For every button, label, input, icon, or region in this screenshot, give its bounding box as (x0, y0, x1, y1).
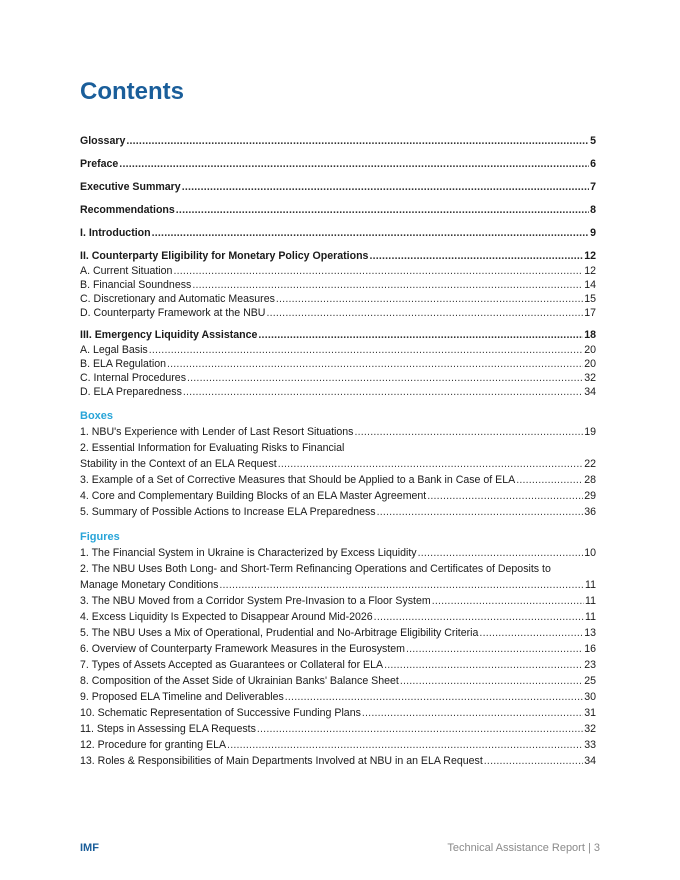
toc-section-ela[interactable] (80, 327, 596, 343)
toc-figure-entry-line[interactable]: 2. The NBU Uses Both Long- and Short-Term Refinancing Operations and Certificates of Deposits to (80, 563, 551, 575)
toc-label: D. Counterparty Framework at the NBU (80, 307, 266, 319)
dot-leader (176, 202, 589, 218)
toc-page: 17 (584, 307, 596, 319)
dot-leader (362, 705, 583, 721)
dot-leader (354, 424, 583, 440)
dot-leader (167, 357, 583, 371)
toc-label: II. Counterparty Eligibility for Monetary Policy Operations (80, 250, 369, 262)
dot-leader (278, 456, 584, 472)
toc-box-entry[interactable] (80, 488, 596, 504)
toc-page: 33 (584, 739, 596, 751)
dot-leader (427, 488, 583, 504)
toc-label: 7. Types of Assets Accepted as Guarantees or Collateral for ELA (80, 659, 384, 671)
toc-page: 12 (584, 250, 596, 262)
toc-page: 20 (584, 358, 596, 370)
toc-page: 25 (584, 675, 596, 687)
toc-figure-entry[interactable] (80, 705, 596, 721)
toc-label: C. Discretionary and Automatic Measures (80, 293, 275, 305)
toc-label: I. Introduction (80, 227, 151, 239)
dot-leader (266, 306, 583, 320)
toc-page: 5 (590, 135, 596, 147)
toc-page: 12 (584, 265, 596, 277)
toc-page: 20 (584, 344, 596, 356)
dot-leader (479, 625, 583, 641)
toc-page: 11 (585, 611, 596, 623)
table-of-contents (80, 133, 596, 769)
dot-leader (484, 753, 583, 769)
dot-leader (384, 657, 583, 673)
toc-page: 22 (584, 458, 596, 470)
toc-figure-entry[interactable] (80, 593, 596, 609)
toc-page: 19 (584, 426, 596, 438)
toc-label: 4. Core and Complementary Building Blocks of an ELA Master Agreement (80, 490, 427, 502)
toc-label: 1. The Financial System in Ukraine is Characterized by Excess Liquidity (80, 547, 417, 559)
footer-page-label: Technical Assistance Report | 3 (447, 842, 600, 854)
toc-box-entry[interactable] (80, 424, 596, 440)
dot-leader (377, 504, 584, 520)
toc-label: 5. The NBU Uses a Mix of Operational, Prudential and No-Arbitrage Eligibility Criteria (80, 627, 479, 639)
toc-label: D. ELA Preparedness (80, 386, 182, 398)
toc-box-entry[interactable] (80, 504, 596, 520)
toc-page: 34 (584, 755, 596, 767)
dot-leader (257, 721, 583, 737)
toc-box-entry[interactable] (80, 472, 596, 488)
dot-leader (183, 385, 583, 399)
figures-heading: Figures (80, 531, 120, 543)
toc-label: 9. Proposed ELA Timeline and Deliverables (80, 691, 284, 703)
toc-page: 16 (584, 643, 596, 655)
dot-leader (219, 577, 584, 593)
dot-leader (432, 593, 584, 609)
dot-leader (374, 609, 584, 625)
toc-box-entry-line[interactable]: 2. Essential Information for Evaluating Risks to Financial (80, 442, 345, 454)
dot-leader (119, 156, 589, 172)
toc-label: B. ELA Regulation (80, 358, 166, 370)
toc-page: 18 (584, 329, 596, 341)
dot-leader (369, 248, 583, 264)
footer-imf-logo: IMF (80, 842, 99, 854)
page-title: Contents (80, 78, 184, 105)
toc-label: 1. NBU's Experience with Lender of Last Resort Situations (80, 426, 354, 438)
toc-label: A. Current Situation (80, 265, 173, 277)
toc-entry-executive-summary[interactable] (80, 179, 596, 195)
toc-page: 10 (584, 547, 596, 559)
toc-subentry[interactable] (80, 278, 596, 292)
toc-figure-entry[interactable] (80, 721, 596, 737)
dot-leader (152, 225, 589, 241)
toc-label: C. Internal Procedures (80, 372, 186, 384)
dot-leader (192, 278, 583, 292)
toc-page: 14 (584, 279, 596, 291)
toc-page: 11 (585, 579, 596, 591)
toc-figure-entry[interactable] (80, 673, 596, 689)
toc-subentry[interactable] (80, 292, 596, 306)
toc-page: 8 (590, 204, 596, 216)
toc-page: 30 (584, 691, 596, 703)
toc-label: 3. Example of a Set of Corrective Measures that Should be Applied to a Bank in Case of ELA (80, 474, 516, 486)
toc-subentry[interactable] (80, 343, 596, 357)
dot-leader (187, 371, 583, 385)
toc-page: 34 (584, 386, 596, 398)
toc-label: Preface (80, 158, 119, 170)
toc-figure-entry[interactable] (80, 625, 596, 641)
toc-subentry[interactable] (80, 306, 596, 320)
toc-label: A. Legal Basis (80, 344, 148, 356)
toc-page: 29 (584, 490, 596, 502)
dot-leader (400, 673, 583, 689)
dot-leader (258, 327, 583, 343)
toc-figure-entry[interactable] (80, 689, 596, 705)
toc-label: 13. Roles & Responsibilities of Main Departments Involved at NBU in an ELA Request (80, 755, 483, 767)
toc-label: 11. Steps in Assessing ELA Requests (80, 723, 256, 735)
toc-page: 31 (584, 707, 596, 719)
toc-page: 23 (584, 659, 596, 671)
dot-leader (285, 689, 583, 705)
toc-label: 12. Procedure for granting ELA (80, 739, 227, 751)
dot-leader (182, 179, 589, 195)
toc-section-counterparty-eligibility[interactable] (80, 248, 596, 264)
toc-figure-entry[interactable] (80, 641, 596, 657)
toc-figure-entry[interactable] (80, 737, 596, 753)
toc-box-entry[interactable] (80, 456, 596, 472)
toc-figure-entry[interactable] (80, 753, 596, 769)
toc-page: 32 (584, 723, 596, 735)
toc-label: 5. Summary of Possible Actions to Increase ELA Preparedness (80, 506, 376, 518)
toc-page: 11 (585, 595, 596, 607)
toc-page: 32 (584, 372, 596, 384)
toc-label: Recommendations (80, 204, 175, 216)
toc-page: 15 (584, 293, 596, 305)
toc-page: 7 (590, 181, 596, 193)
toc-label: 10. Schematic Representation of Successive Funding Plans (80, 707, 361, 719)
toc-page: 36 (584, 506, 596, 518)
dot-leader (227, 737, 583, 753)
toc-page: 13 (584, 627, 596, 639)
toc-figure-entry[interactable] (80, 657, 596, 673)
toc-figure-entry[interactable] (80, 609, 596, 625)
toc-label: Executive Summary (80, 181, 181, 193)
toc-subentry[interactable] (80, 371, 596, 385)
toc-subentry[interactable] (80, 264, 596, 278)
toc-label: Manage Monetary Conditions (80, 579, 219, 591)
boxes-heading: Boxes (80, 410, 114, 422)
dot-leader (418, 545, 584, 561)
dot-leader (126, 133, 589, 149)
toc-label: Glossary (80, 135, 126, 147)
toc-label: 3. The NBU Moved from a Corridor System Pre-Invasion to a Floor System (80, 595, 431, 607)
dot-leader (516, 472, 583, 488)
toc-page: 9 (590, 227, 596, 239)
toc-page: 28 (584, 474, 596, 486)
toc-entry-recommendations[interactable] (80, 202, 596, 218)
toc-label: 4. Excess Liquidity Is Expected to Disappear Around Mid-2026 (80, 611, 373, 623)
toc-label: Stability in the Context of an ELA Request (80, 458, 277, 470)
dot-leader (276, 292, 583, 306)
toc-label: 6. Overview of Counterparty Framework Measures in the Eurosystem (80, 643, 405, 655)
dot-leader (406, 641, 583, 657)
toc-label: 8. Composition of the Asset Side of Ukrainian Banks' Balance Sheet (80, 675, 399, 687)
dot-leader (149, 343, 583, 357)
dot-leader (173, 264, 583, 278)
toc-entry-glossary[interactable] (80, 133, 596, 149)
toc-entry-introduction[interactable] (80, 225, 596, 241)
toc-subentry[interactable] (80, 357, 596, 371)
toc-subentry[interactable] (80, 385, 596, 399)
toc-figure-entry[interactable] (80, 545, 596, 561)
toc-figure-entry[interactable] (80, 577, 596, 593)
toc-entry-preface[interactable] (80, 156, 596, 172)
toc-page: 6 (590, 158, 596, 170)
toc-label: III. Emergency Liquidity Assistance (80, 329, 258, 341)
toc-label: B. Financial Soundness (80, 279, 192, 291)
